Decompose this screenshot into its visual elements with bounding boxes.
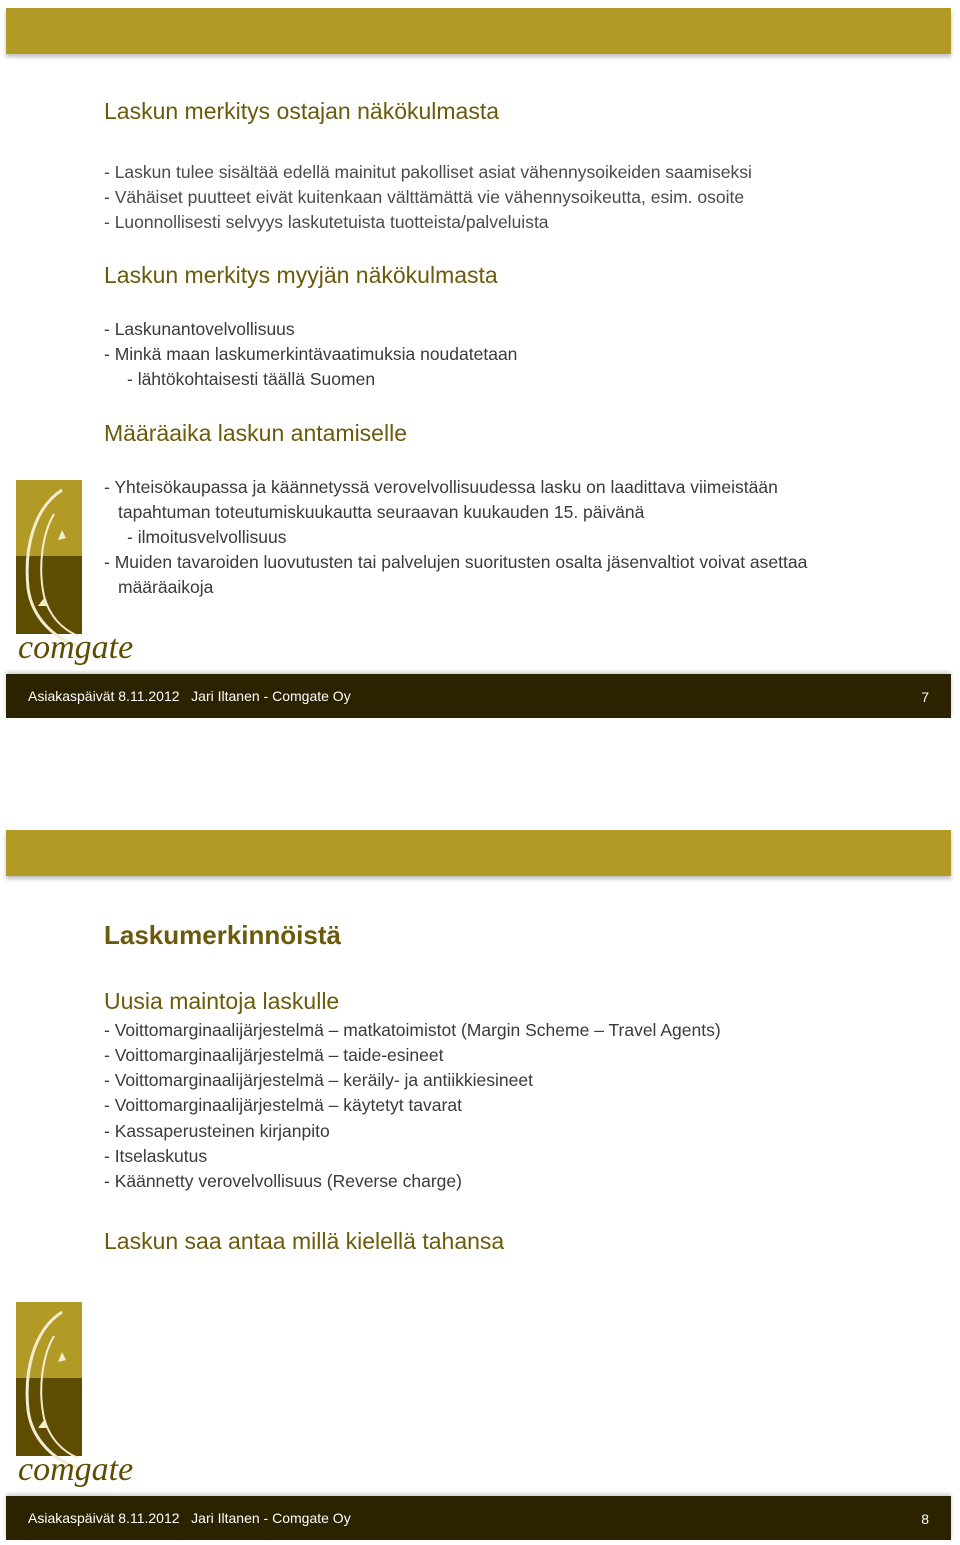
slide-footer <box>6 1496 951 1540</box>
text-line: - Käännetty verovelvollisuus (Reverse charge) <box>104 1171 462 1191</box>
slide-top-bar <box>6 8 951 54</box>
text-line: - Vähäiset puutteet eivät kuitenkaan välttämättä vie vähennysoikeutta, esim. osoite <box>104 187 745 207</box>
section-heading-buyer: Laskun merkitys ostajan näkökulmasta <box>104 98 500 124</box>
text-line: määräaikoja <box>118 577 214 597</box>
section-heading: Uusia maintoja laskulle <box>104 988 340 1014</box>
slide-title: Laskumerkinnöistä <box>104 920 341 950</box>
text-line: - Kassaperusteinen kirjanpito <box>104 1121 330 1141</box>
logo-text: comgate <box>18 629 134 666</box>
slide-7 <box>0 0 960 720</box>
text-line: - lähtökohtaisesti täällä Suomen <box>127 369 376 389</box>
section-heading-deadline: Määräaika laskun antamiselle <box>104 420 407 446</box>
comgate-logo <box>14 478 154 668</box>
text-line: - Yhteisökaupassa ja käännetyssä verovelvollisuudessa lasku on laadittava viimeistään <box>104 477 778 497</box>
text-line: - Luonnollisesti selvyys laskutetuista tuotteista/palveluista <box>104 212 549 232</box>
text-line: - Itselaskutus <box>104 1146 208 1166</box>
text-line: - Muiden tavaroiden luovutusten tai palvelujen suoritusten osalta jäsenvaltiot voivat asettaa <box>104 552 808 572</box>
text-line: tapahtuman toteutumiskuukautta seuraavan kuukauden 15. päivänä <box>118 502 645 522</box>
comgate-logo <box>14 1300 154 1490</box>
text-line: - Voittomarginaalijärjestelmä – keräily- ja antiikkiesineet <box>104 1070 533 1090</box>
text-line: - Minkä maan laskumerkintävaatimuksia noudatetaan <box>104 344 518 364</box>
logo-text: comgate <box>18 1451 134 1488</box>
text-line: - ilmoitusvelvollisuus <box>127 527 287 547</box>
slide-8 <box>0 822 960 1542</box>
closing-statement: Laskun saa antaa millä kielellä tahansa <box>104 1228 505 1254</box>
text-line: - Laskun tulee sisältää edellä mainitut pakolliset asiat vähennysoikeiden saamiseksi <box>104 162 752 182</box>
slide-top-bar <box>6 830 951 876</box>
footer-text: Asiakaspäivät 8.11.2012 Jari Iltanen - Comgate Oy <box>28 1510 351 1526</box>
section-heading-seller: Laskun merkitys myyjän näkökulmasta <box>104 262 498 288</box>
page-number: 8 <box>921 1511 929 1527</box>
footer-text: Asiakaspäivät 8.11.2012 Jari Iltanen - Comgate Oy <box>28 688 351 704</box>
text-line: - Voittomarginaalijärjestelmä – käytetyt tavarat <box>104 1095 462 1115</box>
text-line: - Voittomarginaalijärjestelmä – taide-esineet <box>104 1045 444 1065</box>
text-line: - Voittomarginaalijärjestelmä – matkatoimistot (Margin Scheme – Travel Agents) <box>104 1020 721 1040</box>
slide-footer <box>6 674 951 718</box>
text-line: - Laskunantovelvollisuus <box>104 319 295 339</box>
page-number: 7 <box>921 689 929 705</box>
